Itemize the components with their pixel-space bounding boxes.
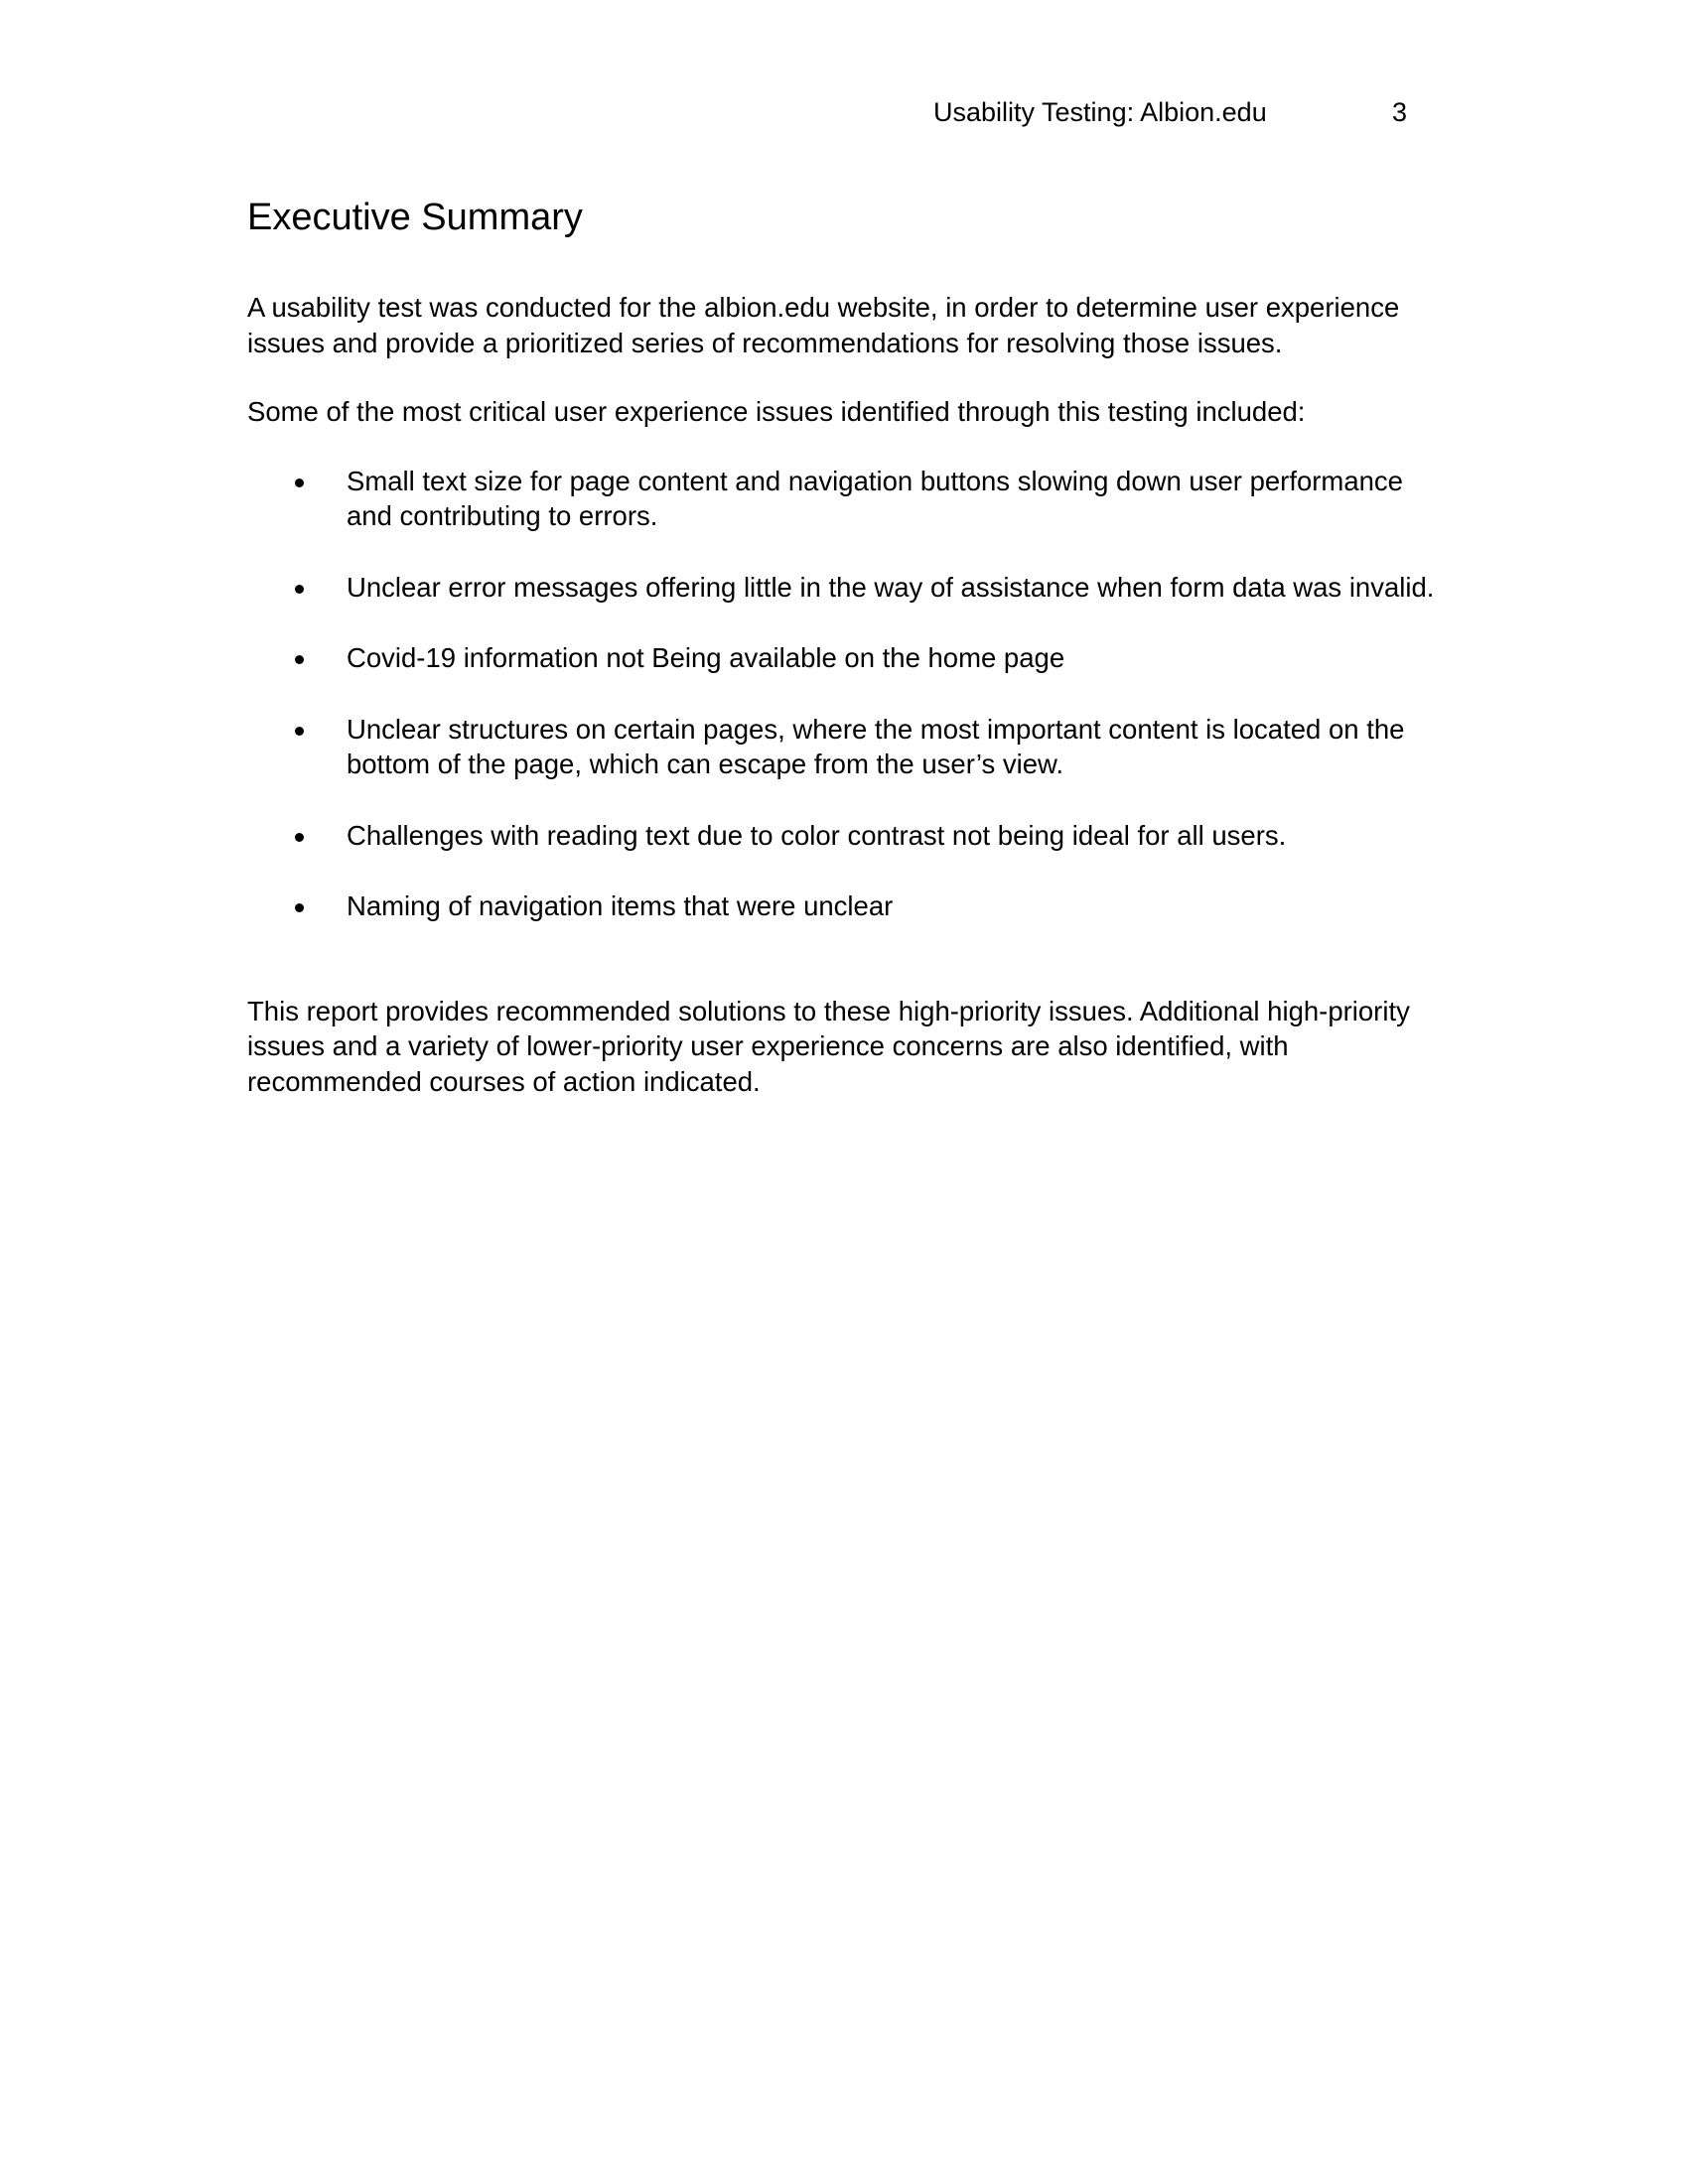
conclusion-paragraph: This report provides recommended solutions to these high-priority issues. Additional high-priority issues and a variety of lower-priority user experience concerns are also identified, with recommended courses of action indicated. bbox=[247, 995, 1410, 1097]
bullet-icon bbox=[295, 833, 304, 842]
issue-text: Small text size for page content and navigation buttons slowing down user performance and contributing to errors. bbox=[347, 465, 1403, 531]
issue-item bbox=[247, 464, 1439, 534]
issue-text: Naming of navigation items that were unclear bbox=[347, 890, 894, 921]
issue-item bbox=[247, 640, 1439, 676]
issue-item bbox=[247, 712, 1439, 782]
issues-list bbox=[247, 464, 1439, 924]
issue-text: Unclear error messages offering little in the way of assistance when form data was invalid. bbox=[347, 571, 1435, 603]
issue-text: Unclear structures on certain pages, where the most important content is located on the bottom of the page, which can escape from the user’s view. bbox=[347, 713, 1405, 779]
bullet-icon bbox=[295, 478, 304, 487]
page-number: 3 bbox=[1392, 97, 1408, 127]
bullet-icon bbox=[295, 655, 304, 664]
section-heading: Executive Summary bbox=[247, 197, 583, 238]
page-content bbox=[247, 195, 1439, 1099]
running-header bbox=[0, 97, 1688, 137]
issue-item bbox=[247, 888, 1439, 924]
header-title: Usability Testing: Albion.edu bbox=[933, 97, 1267, 127]
issue-text: Challenges with reading text due to color contrast not being ideal for all users. bbox=[347, 819, 1287, 851]
bullet-icon bbox=[295, 585, 304, 594]
issue-item bbox=[247, 818, 1439, 854]
intro-paragraph: A usability test was conducted for the albion.edu website, in order to determine user experience issues and provide a prioritized series of recommendations for resolving those issues. bbox=[247, 292, 1400, 358]
issue-text: Covid-19 information not Being available on the home page bbox=[347, 642, 1065, 673]
issues-lead-in: Some of the most critical user experience issues identified through this testing included: bbox=[247, 396, 1306, 427]
bullet-icon bbox=[295, 727, 304, 736]
bullet-icon bbox=[295, 903, 304, 912]
issue-item bbox=[247, 570, 1439, 606]
